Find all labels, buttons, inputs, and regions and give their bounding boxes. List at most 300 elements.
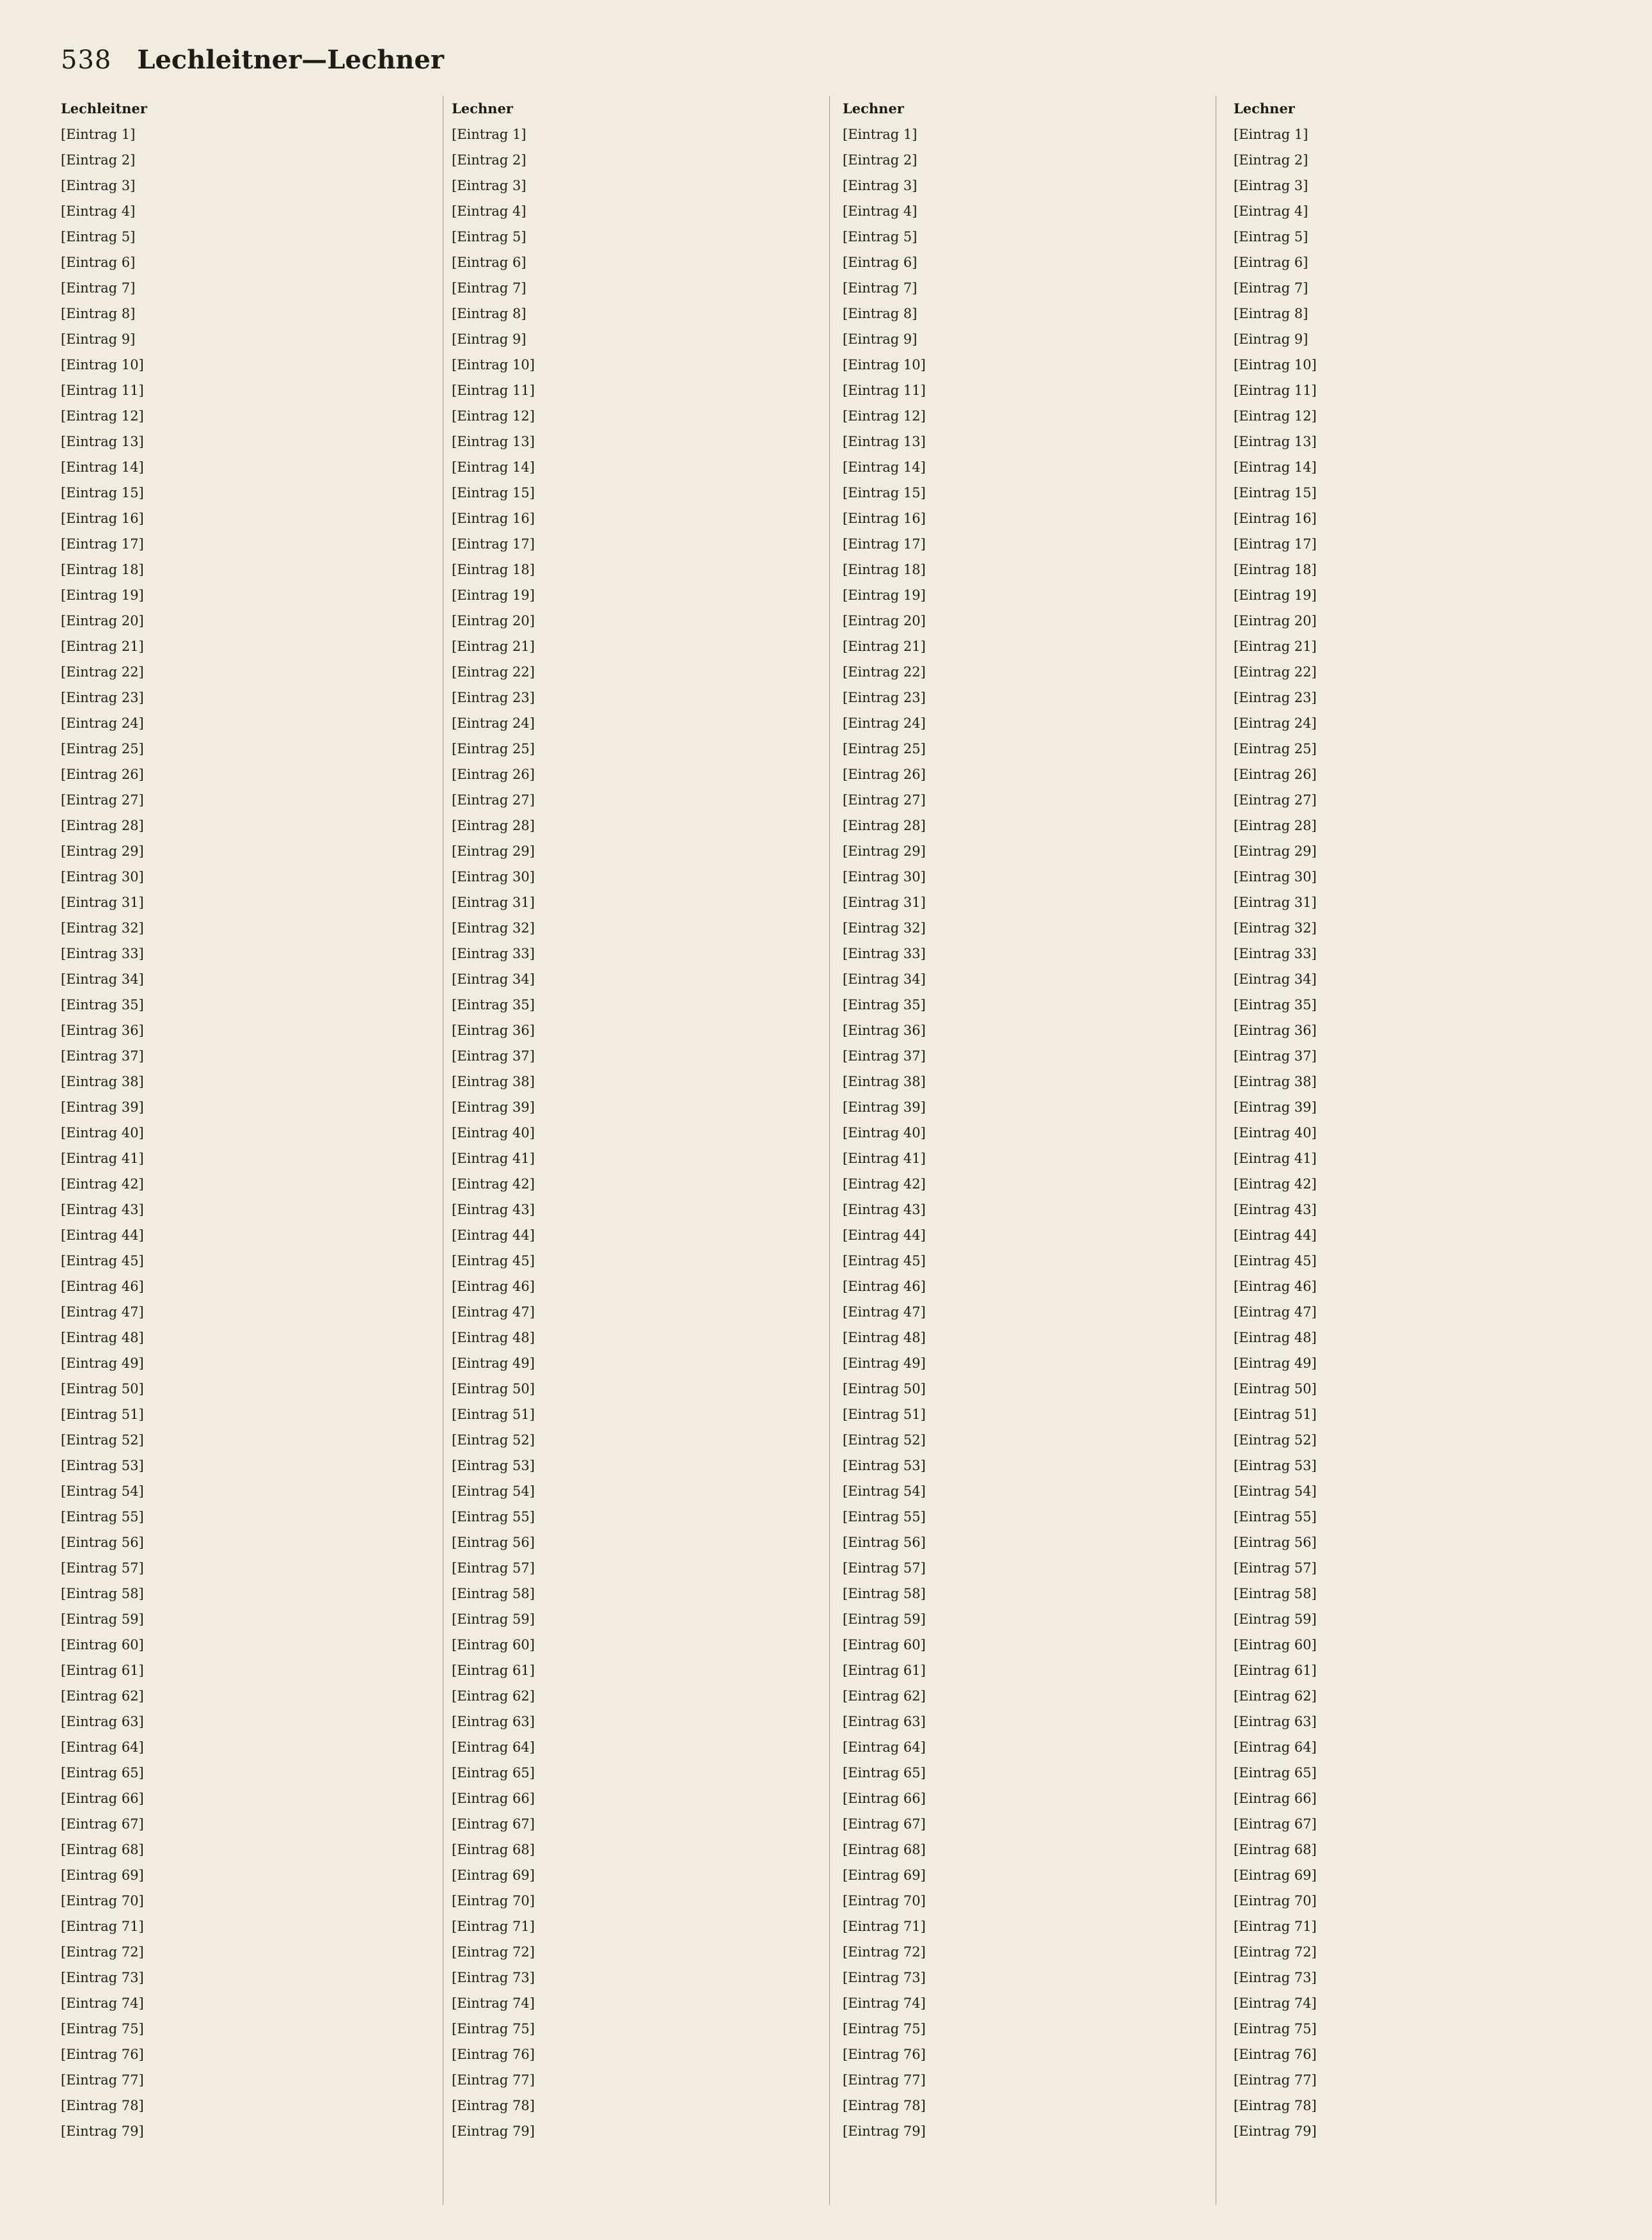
directory-entry: [Eintrag 78] <box>1234 2098 1317 2113</box>
directory-entry: [Eintrag 35] <box>61 997 144 1012</box>
directory-entry: [Eintrag 1] <box>61 127 136 142</box>
directory-entry: [Eintrag 20] <box>452 613 535 628</box>
directory-entry: [Eintrag 12] <box>61 408 144 424</box>
directory-entry: [Eintrag 60] <box>452 1637 535 1652</box>
directory-entry: [Eintrag 63] <box>1234 1714 1317 1729</box>
directory-entry: [Eintrag 32] <box>452 920 535 936</box>
directory-entry: [Eintrag 59] <box>843 1612 926 1627</box>
directory-entry: [Eintrag 78] <box>61 2098 144 2113</box>
directory-entry: [Eintrag 66] <box>61 1791 144 1806</box>
directory-entry: [Eintrag 73] <box>843 1970 926 1985</box>
directory-entry: [Eintrag 35] <box>843 997 926 1012</box>
directory-entry: [Eintrag 38] <box>843 1074 926 1089</box>
directory-entry: [Eintrag 70] <box>452 1893 535 1908</box>
directory-entry: [Eintrag 18] <box>1234 562 1317 577</box>
page-header <box>61 45 444 75</box>
directory-entry: [Eintrag 52] <box>843 1432 926 1448</box>
directory-entry: [Eintrag 32] <box>61 920 144 936</box>
directory-entry: [Eintrag 45] <box>1234 1253 1317 1268</box>
directory-entry: [Eintrag 76] <box>452 2047 535 2062</box>
directory-entry: [Eintrag 28] <box>843 818 926 833</box>
directory-entry: [Eintrag 24] <box>452 716 535 731</box>
directory-headword: Lechner <box>452 100 513 116</box>
directory-entry: [Eintrag 69] <box>61 1868 144 1883</box>
directory-entry: [Eintrag 41] <box>452 1151 535 1166</box>
directory-entry: [Eintrag 75] <box>843 2021 926 2036</box>
directory-entry: [Eintrag 66] <box>452 1791 535 1806</box>
directory-entry: [Eintrag 43] <box>61 1202 144 1217</box>
directory-entry: [Eintrag 18] <box>843 562 926 577</box>
directory-entry: [Eintrag 37] <box>452 1048 535 1064</box>
directory-entry: [Eintrag 29] <box>61 844 144 859</box>
directory-entry: [Eintrag 13] <box>1234 434 1317 449</box>
directory-columns <box>61 96 1603 2202</box>
directory-entry: [Eintrag 77] <box>452 2072 535 2088</box>
directory-entry: [Eintrag 8] <box>452 306 527 321</box>
directory-entry: [Eintrag 32] <box>843 920 926 936</box>
directory-entry: [Eintrag 27] <box>61 792 144 808</box>
directory-entry: [Eintrag 55] <box>61 1509 144 1524</box>
directory-entry: [Eintrag 22] <box>61 664 144 680</box>
directory-entry: [Eintrag 42] <box>1234 1176 1317 1192</box>
directory-entry: [Eintrag 40] <box>843 1125 926 1140</box>
directory-entry: [Eintrag 9] <box>1234 332 1308 347</box>
directory-entry: [Eintrag 4] <box>452 204 527 219</box>
directory-entry: [Eintrag 68] <box>1234 1842 1317 1857</box>
directory-entry: [Eintrag 36] <box>843 1023 926 1038</box>
directory-entry: [Eintrag 5] <box>843 229 917 244</box>
directory-entry: [Eintrag 38] <box>452 1074 535 1089</box>
directory-entry: [Eintrag 54] <box>843 1484 926 1499</box>
directory-entry: [Eintrag 3] <box>61 178 136 193</box>
directory-entry: [Eintrag 6] <box>843 255 917 270</box>
directory-entry: [Eintrag 64] <box>61 1740 144 1755</box>
directory-entry: [Eintrag 79] <box>452 2124 535 2139</box>
directory-entry: [Eintrag 9] <box>843 332 917 347</box>
directory-entry: [Eintrag 64] <box>843 1740 926 1755</box>
directory-entry: [Eintrag 54] <box>61 1484 144 1499</box>
directory-entry: [Eintrag 18] <box>61 562 144 577</box>
directory-entry: [Eintrag 50] <box>1234 1381 1317 1396</box>
directory-entry: [Eintrag 34] <box>452 972 535 987</box>
directory-entry: [Eintrag 8] <box>61 306 136 321</box>
directory-entry: [Eintrag 77] <box>1234 2072 1317 2088</box>
directory-entry: [Eintrag 48] <box>1234 1330 1317 1345</box>
directory-entry: [Eintrag 56] <box>61 1535 144 1550</box>
directory-entry: [Eintrag 34] <box>61 972 144 987</box>
directory-entry: [Eintrag 70] <box>61 1893 144 1908</box>
directory-entry: [Eintrag 1] <box>1234 127 1308 142</box>
directory-headword: Lechleitner <box>61 100 147 116</box>
directory-entry: [Eintrag 76] <box>61 2047 144 2062</box>
directory-entry: [Eintrag 60] <box>843 1637 926 1652</box>
directory-entry: [Eintrag 5] <box>1234 229 1308 244</box>
directory-entry: [Eintrag 75] <box>452 2021 535 2036</box>
directory-entry: [Eintrag 61] <box>452 1663 535 1678</box>
directory-entry: [Eintrag 15] <box>61 485 144 500</box>
directory-column-3 <box>843 96 1212 2202</box>
directory-entry: [Eintrag 65] <box>1234 1765 1317 1780</box>
directory-entry: [Eintrag 56] <box>1234 1535 1317 1550</box>
directory-entry: [Eintrag 32] <box>1234 920 1317 936</box>
directory-entry: [Eintrag 26] <box>61 767 144 782</box>
directory-entry: [Eintrag 5] <box>452 229 527 244</box>
directory-entry: [Eintrag 6] <box>61 255 136 270</box>
directory-entry: [Eintrag 72] <box>1234 1944 1317 1960</box>
directory-entry: [Eintrag 43] <box>1234 1202 1317 1217</box>
directory-entry: [Eintrag 34] <box>1234 972 1317 987</box>
directory-entry: [Eintrag 67] <box>452 1816 535 1832</box>
directory-entry: [Eintrag 27] <box>1234 792 1317 808</box>
directory-entry: [Eintrag 2] <box>452 152 527 168</box>
directory-entry: [Eintrag 76] <box>1234 2047 1317 2062</box>
directory-entry: [Eintrag 33] <box>1234 946 1317 961</box>
directory-entry: [Eintrag 44] <box>843 1228 926 1243</box>
directory-entry: [Eintrag 47] <box>843 1304 926 1320</box>
directory-entry: [Eintrag 75] <box>1234 2021 1317 2036</box>
directory-entry: [Eintrag 22] <box>843 664 926 680</box>
directory-entry: [Eintrag 59] <box>452 1612 535 1627</box>
directory-entry: [Eintrag 10] <box>843 357 926 372</box>
directory-entry: [Eintrag 38] <box>1234 1074 1317 1089</box>
directory-entry: [Eintrag 68] <box>452 1842 535 1857</box>
directory-entry: [Eintrag 45] <box>843 1253 926 1268</box>
directory-entry: [Eintrag 14] <box>843 460 926 475</box>
directory-column-2 <box>452 96 821 2202</box>
directory-entry: [Eintrag 47] <box>1234 1304 1317 1320</box>
directory-entry: [Eintrag 40] <box>1234 1125 1317 1140</box>
directory-entry: [Eintrag 62] <box>843 1688 926 1704</box>
directory-entry: [Eintrag 16] <box>1234 511 1317 526</box>
directory-entry: [Eintrag 41] <box>1234 1151 1317 1166</box>
directory-entry: [Eintrag 13] <box>843 434 926 449</box>
directory-entry: [Eintrag 56] <box>452 1535 535 1550</box>
directory-entry: [Eintrag 73] <box>1234 1970 1317 1985</box>
directory-entry: [Eintrag 20] <box>1234 613 1317 628</box>
directory-entry: [Eintrag 7] <box>61 280 136 296</box>
directory-entry: [Eintrag 17] <box>1234 536 1317 552</box>
directory-entry: [Eintrag 33] <box>61 946 144 961</box>
directory-entry: [Eintrag 55] <box>1234 1509 1317 1524</box>
directory-entry: [Eintrag 72] <box>61 1944 144 1960</box>
directory-entry: [Eintrag 16] <box>843 511 926 526</box>
directory-entry: [Eintrag 11] <box>61 383 144 398</box>
directory-entry: [Eintrag 55] <box>452 1509 535 1524</box>
directory-entry: [Eintrag 66] <box>1234 1791 1317 1806</box>
directory-entry: [Eintrag 46] <box>61 1279 144 1294</box>
directory-entry: [Eintrag 16] <box>61 511 144 526</box>
directory-entry: [Eintrag 26] <box>1234 767 1317 782</box>
directory-entry: [Eintrag 51] <box>1234 1407 1317 1422</box>
directory-entry: [Eintrag 4] <box>843 204 917 219</box>
directory-entry: [Eintrag 20] <box>61 613 144 628</box>
directory-entry: [Eintrag 19] <box>61 588 144 603</box>
directory-entry: [Eintrag 14] <box>1234 460 1317 475</box>
directory-entry: [Eintrag 79] <box>843 2124 926 2139</box>
directory-entry: [Eintrag 53] <box>1234 1458 1317 1473</box>
directory-entry: [Eintrag 2] <box>1234 152 1308 168</box>
directory-entry: [Eintrag 69] <box>1234 1868 1317 1883</box>
directory-entry: [Eintrag 67] <box>843 1816 926 1832</box>
directory-entry: [Eintrag 69] <box>843 1868 926 1883</box>
directory-entry: [Eintrag 59] <box>1234 1612 1317 1627</box>
directory-entry: [Eintrag 30] <box>1234 869 1317 884</box>
directory-entry: [Eintrag 47] <box>61 1304 144 1320</box>
directory-entry: [Eintrag 54] <box>1234 1484 1317 1499</box>
directory-entry: [Eintrag 10] <box>1234 357 1317 372</box>
directory-entry: [Eintrag 34] <box>843 972 926 987</box>
directory-entry: [Eintrag 19] <box>843 588 926 603</box>
directory-entry: [Eintrag 16] <box>452 511 535 526</box>
directory-entry: [Eintrag 22] <box>1234 664 1317 680</box>
directory-entry: [Eintrag 29] <box>452 844 535 859</box>
directory-entry: [Eintrag 77] <box>61 2072 144 2088</box>
directory-entry: [Eintrag 24] <box>1234 716 1317 731</box>
directory-entry: [Eintrag 22] <box>452 664 535 680</box>
directory-entry: [Eintrag 73] <box>452 1970 535 1985</box>
directory-entry: [Eintrag 52] <box>61 1432 144 1448</box>
directory-entry: [Eintrag 48] <box>452 1330 535 1345</box>
directory-entry: [Eintrag 50] <box>452 1381 535 1396</box>
page-number: 538 <box>61 45 112 75</box>
directory-entry: [Eintrag 57] <box>61 1560 144 1576</box>
directory-entry: [Eintrag 19] <box>452 588 535 603</box>
directory-entry: [Eintrag 76] <box>843 2047 926 2062</box>
directory-entry: [Eintrag 58] <box>61 1586 144 1601</box>
directory-entry: [Eintrag 73] <box>61 1970 144 1985</box>
directory-entry: [Eintrag 40] <box>452 1125 535 1140</box>
directory-entry: [Eintrag 36] <box>452 1023 535 1038</box>
directory-entry: [Eintrag 33] <box>843 946 926 961</box>
directory-entry: [Eintrag 61] <box>1234 1663 1317 1678</box>
directory-entry: [Eintrag 37] <box>843 1048 926 1064</box>
directory-entry: [Eintrag 57] <box>843 1560 926 1576</box>
directory-entry: [Eintrag 31] <box>452 895 535 910</box>
directory-entry: [Eintrag 43] <box>452 1202 535 1217</box>
directory-entry: [Eintrag 67] <box>61 1816 144 1832</box>
directory-entry: [Eintrag 4] <box>61 204 136 219</box>
directory-entry: [Eintrag 31] <box>843 895 926 910</box>
directory-entry: [Eintrag 68] <box>61 1842 144 1857</box>
directory-entry: [Eintrag 79] <box>61 2124 144 2139</box>
directory-entry: [Eintrag 7] <box>843 280 917 296</box>
directory-entry: [Eintrag 51] <box>452 1407 535 1422</box>
directory-entry: [Eintrag 10] <box>61 357 144 372</box>
directory-entry: [Eintrag 9] <box>452 332 527 347</box>
directory-entry: [Eintrag 71] <box>843 1919 926 1934</box>
directory-entry: [Eintrag 28] <box>61 818 144 833</box>
directory-entry: [Eintrag 10] <box>452 357 535 372</box>
directory-entry: [Eintrag 29] <box>843 844 926 859</box>
directory-entry: [Eintrag 7] <box>1234 280 1308 296</box>
directory-entry: [Eintrag 36] <box>1234 1023 1317 1038</box>
directory-entry: [Eintrag 72] <box>843 1944 926 1960</box>
directory-entry: [Eintrag 2] <box>843 152 917 168</box>
directory-entry: [Eintrag 3] <box>843 178 917 193</box>
directory-entry: [Eintrag 44] <box>61 1228 144 1243</box>
directory-entry: [Eintrag 40] <box>61 1125 144 1140</box>
directory-entry: [Eintrag 41] <box>61 1151 144 1166</box>
directory-column-4 <box>1234 96 1603 2202</box>
directory-entry: [Eintrag 62] <box>61 1688 144 1704</box>
directory-entry: [Eintrag 21] <box>1234 639 1317 654</box>
directory-entry: [Eintrag 70] <box>1234 1893 1317 1908</box>
directory-entry: [Eintrag 19] <box>1234 588 1317 603</box>
directory-entry: [Eintrag 52] <box>1234 1432 1317 1448</box>
directory-entry: [Eintrag 54] <box>452 1484 535 1499</box>
directory-entry: [Eintrag 26] <box>843 767 926 782</box>
directory-entry: [Eintrag 18] <box>452 562 535 577</box>
directory-entry: [Eintrag 11] <box>843 383 926 398</box>
directory-entry: [Eintrag 45] <box>452 1253 535 1268</box>
directory-column-1 <box>61 96 430 2202</box>
directory-entry: [Eintrag 61] <box>61 1663 144 1678</box>
directory-entry: [Eintrag 3] <box>1234 178 1308 193</box>
directory-entry: [Eintrag 42] <box>452 1176 535 1192</box>
directory-entry: [Eintrag 46] <box>452 1279 535 1294</box>
directory-entry: [Eintrag 15] <box>452 485 535 500</box>
directory-entry: [Eintrag 65] <box>61 1765 144 1780</box>
directory-entry: [Eintrag 14] <box>61 460 144 475</box>
directory-entry: [Eintrag 17] <box>61 536 144 552</box>
directory-entry: [Eintrag 48] <box>843 1330 926 1345</box>
directory-entry: [Eintrag 35] <box>1234 997 1317 1012</box>
directory-entry: [Eintrag 51] <box>61 1407 144 1422</box>
directory-entry: [Eintrag 42] <box>843 1176 926 1192</box>
directory-entry: [Eintrag 13] <box>61 434 144 449</box>
directory-entry: [Eintrag 60] <box>61 1637 144 1652</box>
directory-entry: [Eintrag 21] <box>61 639 144 654</box>
directory-entry: [Eintrag 52] <box>452 1432 535 1448</box>
directory-entry: [Eintrag 39] <box>1234 1100 1317 1115</box>
directory-entry: [Eintrag 25] <box>1234 741 1317 756</box>
directory-entry: [Eintrag 50] <box>843 1381 926 1396</box>
directory-entry: [Eintrag 20] <box>843 613 926 628</box>
directory-headword: Lechner <box>843 100 904 116</box>
directory-entry: [Eintrag 21] <box>452 639 535 654</box>
directory-entry: [Eintrag 11] <box>1234 383 1317 398</box>
directory-entry: [Eintrag 74] <box>61 1996 144 2011</box>
directory-entry: [Eintrag 78] <box>452 2098 535 2113</box>
directory-entry: [Eintrag 23] <box>843 690 926 705</box>
directory-entry: [Eintrag 71] <box>452 1919 535 1934</box>
directory-entry: [Eintrag 26] <box>452 767 535 782</box>
directory-entry: [Eintrag 48] <box>61 1330 144 1345</box>
directory-entry: [Eintrag 25] <box>452 741 535 756</box>
directory-entry: [Eintrag 67] <box>1234 1816 1317 1832</box>
directory-entry: [Eintrag 12] <box>1234 408 1317 424</box>
directory-entry: [Eintrag 44] <box>452 1228 535 1243</box>
directory-entry: [Eintrag 77] <box>843 2072 926 2088</box>
directory-entry: [Eintrag 47] <box>452 1304 535 1320</box>
directory-entry: [Eintrag 8] <box>843 306 917 321</box>
directory-entry: [Eintrag 30] <box>452 869 535 884</box>
directory-entry: [Eintrag 28] <box>1234 818 1317 833</box>
directory-entry: [Eintrag 44] <box>1234 1228 1317 1243</box>
directory-entry: [Eintrag 58] <box>452 1586 535 1601</box>
directory-entry: [Eintrag 72] <box>452 1944 535 1960</box>
directory-entry: [Eintrag 14] <box>452 460 535 475</box>
directory-entry: [Eintrag 57] <box>452 1560 535 1576</box>
directory-entry: [Eintrag 53] <box>452 1458 535 1473</box>
directory-entry: [Eintrag 23] <box>1234 690 1317 705</box>
directory-entry: [Eintrag 70] <box>843 1893 926 1908</box>
directory-entry: [Eintrag 13] <box>452 434 535 449</box>
directory-entry: [Eintrag 29] <box>1234 844 1317 859</box>
directory-entry: [Eintrag 64] <box>452 1740 535 1755</box>
directory-entry: [Eintrag 74] <box>1234 1996 1317 2011</box>
directory-entry: [Eintrag 63] <box>843 1714 926 1729</box>
directory-entry: [Eintrag 66] <box>843 1791 926 1806</box>
directory-entry: [Eintrag 8] <box>1234 306 1308 321</box>
directory-entry: [Eintrag 36] <box>61 1023 144 1038</box>
directory-entry: [Eintrag 17] <box>452 536 535 552</box>
directory-entry: [Eintrag 39] <box>452 1100 535 1115</box>
directory-entry: [Eintrag 62] <box>1234 1688 1317 1704</box>
directory-entry: [Eintrag 63] <box>61 1714 144 1729</box>
directory-entry: [Eintrag 46] <box>843 1279 926 1294</box>
directory-entry: [Eintrag 15] <box>1234 485 1317 500</box>
directory-entry: [Eintrag 28] <box>452 818 535 833</box>
directory-entry: [Eintrag 53] <box>61 1458 144 1473</box>
directory-entry: [Eintrag 74] <box>843 1996 926 2011</box>
directory-entry: [Eintrag 11] <box>452 383 535 398</box>
directory-entry: [Eintrag 35] <box>452 997 535 1012</box>
directory-entry: [Eintrag 57] <box>1234 1560 1317 1576</box>
directory-entry: [Eintrag 12] <box>452 408 535 424</box>
directory-entry: [Eintrag 15] <box>843 485 926 500</box>
directory-headword: Lechner <box>1234 100 1295 116</box>
directory-entry: [Eintrag 38] <box>61 1074 144 1089</box>
directory-entry: [Eintrag 78] <box>843 2098 926 2113</box>
directory-entry: [Eintrag 71] <box>1234 1919 1317 1934</box>
directory-entry: [Eintrag 27] <box>452 792 535 808</box>
directory-entry: [Eintrag 27] <box>843 792 926 808</box>
directory-entry: [Eintrag 30] <box>61 869 144 884</box>
directory-entry: [Eintrag 61] <box>843 1663 926 1678</box>
directory-entry: [Eintrag 6] <box>1234 255 1308 270</box>
directory-entry: [Eintrag 60] <box>1234 1637 1317 1652</box>
directory-entry: [Eintrag 33] <box>452 946 535 961</box>
directory-entry: [Eintrag 65] <box>452 1765 535 1780</box>
directory-entry: [Eintrag 56] <box>843 1535 926 1550</box>
directory-entry: [Eintrag 2] <box>61 152 136 168</box>
directory-entry: [Eintrag 24] <box>61 716 144 731</box>
directory-entry: [Eintrag 51] <box>843 1407 926 1422</box>
directory-entry: [Eintrag 23] <box>61 690 144 705</box>
directory-entry: [Eintrag 5] <box>61 229 136 244</box>
directory-entry: [Eintrag 49] <box>1234 1356 1317 1371</box>
directory-entry: [Eintrag 71] <box>61 1919 144 1934</box>
directory-entry: [Eintrag 4] <box>1234 204 1308 219</box>
directory-entry: [Eintrag 21] <box>843 639 926 654</box>
directory-entry: [Eintrag 55] <box>843 1509 926 1524</box>
directory-entry: [Eintrag 3] <box>452 178 527 193</box>
directory-entry: [Eintrag 45] <box>61 1253 144 1268</box>
directory-entry: [Eintrag 23] <box>452 690 535 705</box>
directory-entry: [Eintrag 50] <box>61 1381 144 1396</box>
directory-entry: [Eintrag 49] <box>452 1356 535 1371</box>
running-title: Lechleitner—Lechner <box>137 45 444 75</box>
directory-entry: [Eintrag 25] <box>61 741 144 756</box>
directory-entry: [Eintrag 69] <box>452 1868 535 1883</box>
directory-entry: [Eintrag 49] <box>61 1356 144 1371</box>
directory-entry: [Eintrag 43] <box>843 1202 926 1217</box>
directory-entry: [Eintrag 49] <box>843 1356 926 1371</box>
directory-entry: [Eintrag 42] <box>61 1176 144 1192</box>
directory-entry: [Eintrag 58] <box>843 1586 926 1601</box>
directory-entry: [Eintrag 59] <box>61 1612 144 1627</box>
